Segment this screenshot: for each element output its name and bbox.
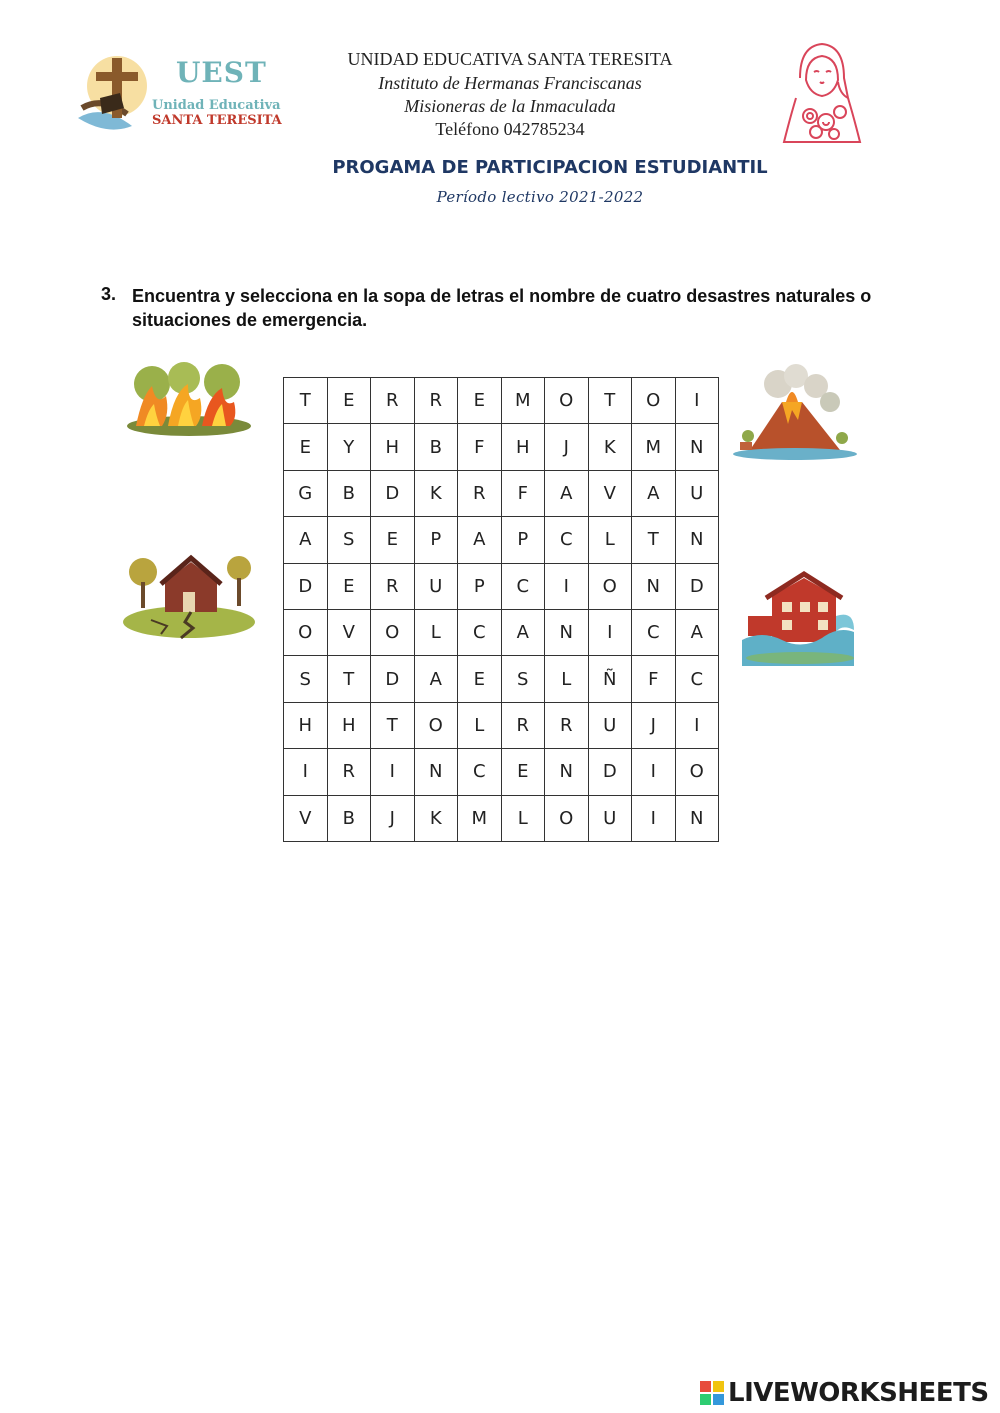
grid-cell[interactable]: L [501, 795, 545, 841]
grid-cell[interactable]: H [327, 702, 371, 748]
grid-cell[interactable]: L [414, 609, 458, 655]
grid-cell[interactable]: N [675, 424, 719, 470]
grid-cell[interactable]: F [458, 424, 502, 470]
grid-cell[interactable]: D [371, 656, 415, 702]
logo-cross-icon [72, 48, 162, 138]
grid-cell[interactable]: N [414, 749, 458, 795]
earthquake-icon [121, 542, 257, 642]
grid-cell[interactable]: V [588, 470, 632, 516]
grid-cell[interactable]: K [588, 424, 632, 470]
grid-cell[interactable]: T [371, 702, 415, 748]
grid-cell[interactable]: A [458, 517, 502, 563]
institute-line-1: Instituto de Hermanas Franciscanas [378, 73, 642, 93]
grid-cell[interactable]: P [501, 517, 545, 563]
grid-cell[interactable]: P [414, 517, 458, 563]
grid-cell[interactable]: I [675, 702, 719, 748]
grid-row [284, 795, 719, 841]
grid-cell[interactable]: L [458, 702, 502, 748]
school-logo [72, 48, 302, 138]
grid-cell[interactable]: K [414, 795, 458, 841]
grid-cell[interactable]: I [588, 609, 632, 655]
grid-cell[interactable]: O [414, 702, 458, 748]
grid-cell[interactable]: O [632, 378, 676, 424]
grid-cell[interactable]: V [327, 609, 371, 655]
grid-cell[interactable]: O [284, 609, 328, 655]
grid-cell[interactable]: O [545, 795, 589, 841]
grid-cell[interactable]: C [458, 749, 502, 795]
grid-cell[interactable]: L [545, 656, 589, 702]
grid-cell[interactable]: R [327, 749, 371, 795]
grid-cell[interactable]: A [414, 656, 458, 702]
grid-cell[interactable]: J [632, 702, 676, 748]
volcano-icon [730, 362, 860, 462]
grid-cell[interactable]: J [371, 795, 415, 841]
grid-cell[interactable]: U [588, 702, 632, 748]
grid-cell[interactable]: E [284, 424, 328, 470]
grid-cell[interactable]: C [545, 517, 589, 563]
grid-row [284, 517, 719, 563]
grid-cell[interactable]: K [414, 470, 458, 516]
logo-line2: SANTA TERESITA [152, 113, 282, 128]
grid-cell[interactable]: F [501, 470, 545, 516]
grid-cell[interactable]: T [327, 656, 371, 702]
word-search-grid [283, 377, 719, 842]
grid-cell[interactable]: N [675, 795, 719, 841]
grid-row [284, 378, 719, 424]
institute-line-2: Misioneras de la Inmaculada [404, 96, 616, 116]
grid-cell[interactable]: R [371, 563, 415, 609]
grid-cell[interactable]: O [675, 749, 719, 795]
grid-cell[interactable]: E [327, 378, 371, 424]
grid-cell[interactable]: I [632, 795, 676, 841]
grid-cell[interactable]: A [284, 517, 328, 563]
grid-cell[interactable]: M [501, 378, 545, 424]
grid-cell[interactable]: R [414, 378, 458, 424]
grid-row [284, 563, 719, 609]
grid-cell[interactable]: C [501, 563, 545, 609]
grid-cell[interactable]: L [588, 517, 632, 563]
grid-cell[interactable]: A [545, 470, 589, 516]
school-name: UNIDAD EDUCATIVA SANTA TERESITA [347, 49, 673, 69]
grid-cell[interactable]: I [371, 749, 415, 795]
grid-cell[interactable]: E [371, 517, 415, 563]
grid-cell[interactable]: S [284, 656, 328, 702]
grid-cell[interactable]: B [327, 470, 371, 516]
grid-cell[interactable]: I [284, 749, 328, 795]
grid-row [284, 749, 719, 795]
grid-cell[interactable]: N [545, 749, 589, 795]
grid-cell[interactable]: D [371, 470, 415, 516]
grid-cell[interactable]: N [632, 563, 676, 609]
grid-cell[interactable]: D [588, 749, 632, 795]
school-phone: Teléfono 042785234 [435, 119, 585, 139]
grid-cell[interactable]: S [501, 656, 545, 702]
grid-cell[interactable]: V [284, 795, 328, 841]
grid-cell[interactable]: C [675, 656, 719, 702]
grid-cell[interactable]: I [675, 378, 719, 424]
grid-cell[interactable]: G [284, 470, 328, 516]
logo-abbrev: UEST [176, 56, 267, 89]
grid-cell[interactable]: H [501, 424, 545, 470]
program-title: PROGAMA DE PARTICIPACION ESTUDIANTIL [332, 157, 768, 178]
grid-row [284, 656, 719, 702]
logo-line1: Unidad Educativa [152, 98, 281, 113]
grid-cell[interactable]: E [458, 656, 502, 702]
liveworksheets-logo-icon [700, 1381, 724, 1405]
grid-cell[interactable]: T [284, 378, 328, 424]
grid-cell[interactable]: O [371, 609, 415, 655]
grid-cell[interactable]: M [632, 424, 676, 470]
grid-cell[interactable]: H [284, 702, 328, 748]
saint-illustration-icon [770, 38, 874, 150]
grid-cell[interactable]: T [588, 378, 632, 424]
grid-cell[interactable]: A [675, 609, 719, 655]
grid-row [284, 424, 719, 470]
grid-cell[interactable]: O [588, 563, 632, 609]
grid-cell[interactable]: B [414, 424, 458, 470]
grid-cell[interactable]: F [632, 656, 676, 702]
grid-cell[interactable]: P [458, 563, 502, 609]
grid-cell[interactable]: R [501, 702, 545, 748]
grid-cell[interactable]: U [588, 795, 632, 841]
grid-cell[interactable]: A [632, 470, 676, 516]
grid-cell[interactable]: N [545, 609, 589, 655]
wildfire-icon [122, 356, 256, 440]
grid-cell[interactable]: S [327, 517, 371, 563]
flood-icon [742, 566, 858, 666]
grid-cell[interactable]: C [632, 609, 676, 655]
grid-row [284, 702, 719, 748]
grid-cell[interactable]: Ñ [588, 656, 632, 702]
grid-row [284, 609, 719, 655]
liveworksheets-brand: LIVEWORKSHEETS [728, 1378, 989, 1408]
grid-cell[interactable]: R [371, 378, 415, 424]
grid-cell[interactable]: O [545, 378, 589, 424]
grid-cell[interactable]: T [632, 517, 676, 563]
grid-cell[interactable]: E [501, 749, 545, 795]
question-number: 3. [101, 284, 117, 304]
grid-cell[interactable]: R [545, 702, 589, 748]
grid-cell[interactable]: A [501, 609, 545, 655]
grid-cell[interactable]: U [675, 470, 719, 516]
grid-cell[interactable]: B [327, 795, 371, 841]
grid-cell[interactable]: N [675, 517, 719, 563]
grid-cell[interactable]: M [458, 795, 502, 841]
grid-cell[interactable]: U [414, 563, 458, 609]
grid-cell[interactable]: C [458, 609, 502, 655]
grid-cell[interactable]: E [458, 378, 502, 424]
grid-cell[interactable]: R [458, 470, 502, 516]
grid-cell[interactable]: J [545, 424, 589, 470]
grid-cell[interactable]: D [675, 563, 719, 609]
grid-cell[interactable]: H [371, 424, 415, 470]
grid-cell[interactable]: I [632, 749, 676, 795]
school-period: Período lectivo 2021-2022 [436, 188, 644, 206]
grid-row [284, 470, 719, 516]
grid-cell[interactable]: E [327, 563, 371, 609]
grid-cell[interactable]: Y [327, 424, 371, 470]
grid-cell[interactable]: D [284, 563, 328, 609]
grid-cell[interactable]: I [545, 563, 589, 609]
question-text: Encuentra y selecciona en la sopa de letras el nombre de cuatro desastres naturales o situaciones de emergencia. [132, 286, 872, 330]
